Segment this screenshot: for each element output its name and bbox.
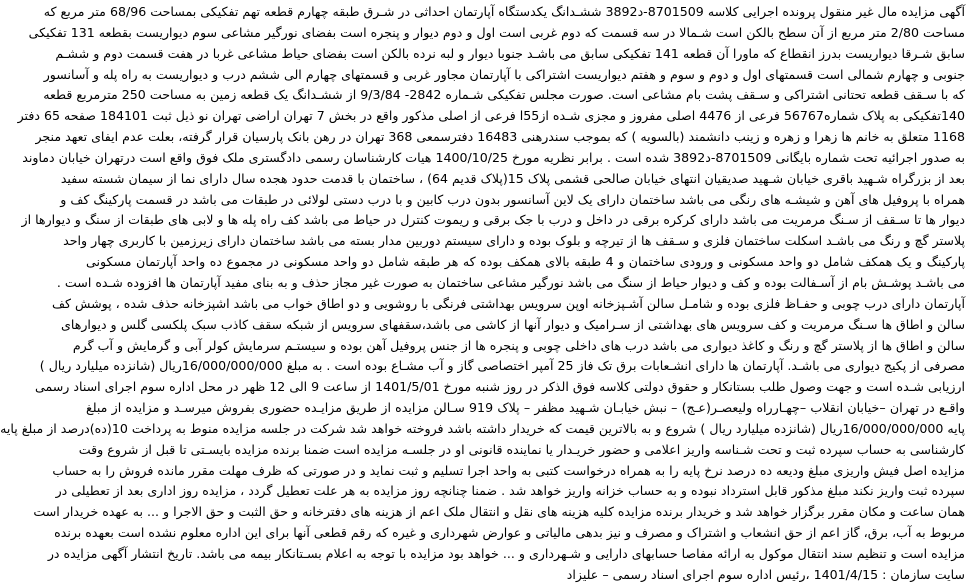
notice-line-3: سابق شـرقا دیواریست بدرز انقطاع که ماورا آن قطعه 141 تفکیکی سابق می باشـد جنوبا دیوار و لبه نرده بالکن است بفضای حیاط مشاعی غربا در هفت قسمت دوم و ششـم xyxy=(55,45,965,61)
notice-line-19: ارزیابی شـده است و جهت وصول طلب بستانکار و حقوق دولتی کلاسه فوق الذکر در روز شنبه مورخ 1401/5/01 از ساعت 9 الی 12 ظهر در محل اداره سوم اجرای اسناد رسمی xyxy=(34,379,965,395)
notice-line-25: همان ساعت و مکان مقرر برگزار خواهد شد و خریدار برنده مزایده کلیه هزینه های نقل و انتقال ملک اعم از هزینه های دفترخانه و حق الثبت و حق الاجرا و ... به عهده خریدار است xyxy=(33,504,965,520)
notice-line-1: آگهی مزایده مال غیر منقول پرونده اجرایی کلاسه 8701509-د3892 ششـدانگ یکدستگاه آپارتمان احداثی در شـرق طبقه چهارم قطعه تهم تفکیکی بمساحت 68/96 متر مربع که xyxy=(43,4,965,19)
notice-line-12: پلاستر گچ و رنگ می باشـد اسکلت ساختمان فلزی و سـقف ها از تیرچه و بلوک بوده و دارای سیستم دوربین مدار بسته می باشد ساختمان دارای زیرزمین با کاربری چهار واحد xyxy=(63,233,965,249)
notice-line-17: سالن و اطاق ها از پلاستر گچ و رنگ و کاغذ دیواری می باشد درب های داخلی چوبی و پنجره ها از جنس پروفیل آهن بوده و سیستـم سرمایش کولر آبی و گرمایش و آب گرم xyxy=(72,337,965,353)
notice-line-16: سالن و اطاق ها سـنگ مرمریت و کف سرویس های بهداشتی از سـرامیک و دیوار آنها از کاشی می باشد،سقفهای سرویس از شبکه سقف کاذب سبک پلکسی گلس و دیوارهای xyxy=(61,316,965,332)
notice-line-18: مصرفی از پکیج دیواری می باشـد. آپارتمان ها دارای انشـعابات برق تک فاز 25 آمپر اختصاصی گاز و آب مشـاع بوده است . به مبلغ 16/000/000/000ریال (شانزده میلیارد ریال ) xyxy=(39,358,965,374)
notice-line-28: سایت سازمان : 1401/4/15 ،رئیس اداره سوم اجرای اسناد رسمی – علیزاد xyxy=(566,566,965,582)
notice-line-22: کارشناسی به حساب سپرده ثبت و تحت شـناسه واریز اعلامی و حضور خریـدار یا نماینده قانونی او در جلسـه مزایده است ضمنا برنده مزایده بایسـتی تا قبل از شروع وقت xyxy=(78,441,965,457)
notice-line-13: پارکینگ و یک همکف شامل دو واحد مسکونی و ورودی ساختمان و 4 طبقه بالای همکف بوده که هر طبقه شامل دو واحد مسکونی در مجموع ده واحد آپارتمان مسکونی xyxy=(86,254,965,270)
notice-line-10: همراه با پروفیل های آهن و شیشـه های رنگی می باشد ساختمان دارای یک لاین آسانسور بدون درب کابین و با درب دستی لولائی در طبقات می باشد در قسمت پارکینگ کف و xyxy=(60,191,965,207)
notice-line-15: آپارتمان دارای درب چوبی و حفـاظ فلزی بوده و شامـل سالن آشـپزخانه اوپن سرویس بهداشتی فرنگی با روشویی و دو اطاق خواب می باشد اشپزخانه حذف شده ، پوشش کف xyxy=(52,295,965,311)
notice-line-7: 1168 متعلق به خانم ها زهرا و زهره و زینب دانشمند (بالسویه ) که بموجب سندرهنی 16483 دفترسمعی 368 تهران در رهن بانک پارسیان قرار گرفته، بعلت عدم ایفای تعهد منجر xyxy=(35,129,965,145)
notice-line-26: مربوط به آب، برق، گاز اعم از حق انشعاب و اشتراک و مصرف و نیز بدهی مالیاتی و عوارض شهرداری و غیره که رقم قطعی آنها برای این اداره معلوم نشده است بعهده برنده xyxy=(54,525,965,541)
notice-line-11: دیوار ها تا سـقف از سـنگ مرمریت می باشد دارای کرکره برقی در داخل و درب با جک برقی و ریموت کنترل در حیاط می باشد کف راه پله ها و لابی های طبقات از سنگ و دیوارها از xyxy=(21,212,965,228)
notice-line-27: مزایده است و تنظیم سند انتقال موکول به ارائه مفاصا حسابهای دارایی و شـهرداری و ... خواهد بود مزایده با توجه به اعلام بسـتانکار بیمه می باشد. تاریخ انتشار آگهی مزایده در xyxy=(47,545,965,561)
notice-line-14: می باشـد پوشـش بام از آسـفالت بوده و کف و دیوار حیاط از سنگ می باشد نورگیر مشاعی ساختمان به صورت غیر مجاز حذف و به بنای مفید آپارتمان ها افزوده شـده است . xyxy=(56,274,965,290)
notice-line-23: مزایده اصل فیش واریزی مبلغ ودیعه ده درصد نرخ پایه را به همراه درخواست کتبی به واحد اجرا تسلیم و ثبت نماید و در صورتی که ظرف مهلت مقرر مانده فروش را به حساب xyxy=(52,462,965,478)
notice-line-2: مساحت 2/80 متر مربع از آن سطح بالکن است شـمالا در سه قسمت که دوم غربی است اول و دوم دیوار و پنجره است بفضای نورگیر مشاعی سوم دیواریست بقطعه 131 تفکیکی xyxy=(28,24,965,40)
notice-line-20: واقـع در تهران –خیابان انقلاب –چهـارراه ولیعصـر(عـج) – نبش خیابـان شـهید مظفر – پلاک 919 سـالن مزایده از طریق مزایـده حضوری بفروش میرسـد و مزایده از مبلغ xyxy=(86,400,965,416)
notice-line-4: جنوبی و چهارم شمالی است قسمتهای اول و دوم و سوم و هفتم دیواریست اشتراکی با آپارتمان مجاور غربی و قسمتهای چهارم الی ششم درب و دیواریست به راه پله و آسانسور xyxy=(43,66,965,82)
notice-line-9: بعد از بزرگراه شـهید باقری خیابان شـهید صدیقیان انتهای خیابان صالحی قشمی پلاک 15(پلاک قدیم 64) ، ساختمان با قدمت حدود هجده سال دارای نما از سیمان شسته سفید xyxy=(60,170,965,186)
notice-line-21: پایه 16/000/000/000ریال (شانزده میلیارد ریال ) شروع و به بالاترین قیمت که خریدار داشته باشد فروخته خواهد شد شرکت در جلسه مزایده منوط به پرداخت 10(ده)درصد از مبلغ پایه xyxy=(0,420,965,436)
notice-line-24: سپرده ثبت واریز نکند مبلغ مذکور قابل استرداد نبوده و به حساب خزانه واریز خواهد شد . ضمنا چنانچه روز مزایده به هر علت تعطیل گردد ، مزایده روز اداری بعد از تعطیلی در xyxy=(55,483,965,499)
notice-line-8: به صدور اجرائیه تحت شماره بایگانی 8701509-د3892 شده است . برابر نظریه مورخ 1400/10/25 هیات کارشناسان رسمی دادگستری ملک فوق واقع است درتهران خیابان دماوند xyxy=(22,149,965,165)
notice-line-6: 140تفکیکی به پلاک شماره56767 فرعی از 4476 اصلی مفروز و مجزی شـده ازl55 فرعی از اصلی مذکور واقع در بخش 7 تهران اراضی تهران نو ذیل ثبت 184101 صفحه 65 دفتر xyxy=(17,108,965,124)
notice-line-5: که با سـقف قطعه تحتانی اشتراکی و سـقف پشت بام مشاعی است. صورت مجلس تفکیکی شـماره 2842- 9/3/84 از ششـدانگ یک قطعه زمین به مساحت 250 مترمربع قطعه xyxy=(43,87,965,103)
